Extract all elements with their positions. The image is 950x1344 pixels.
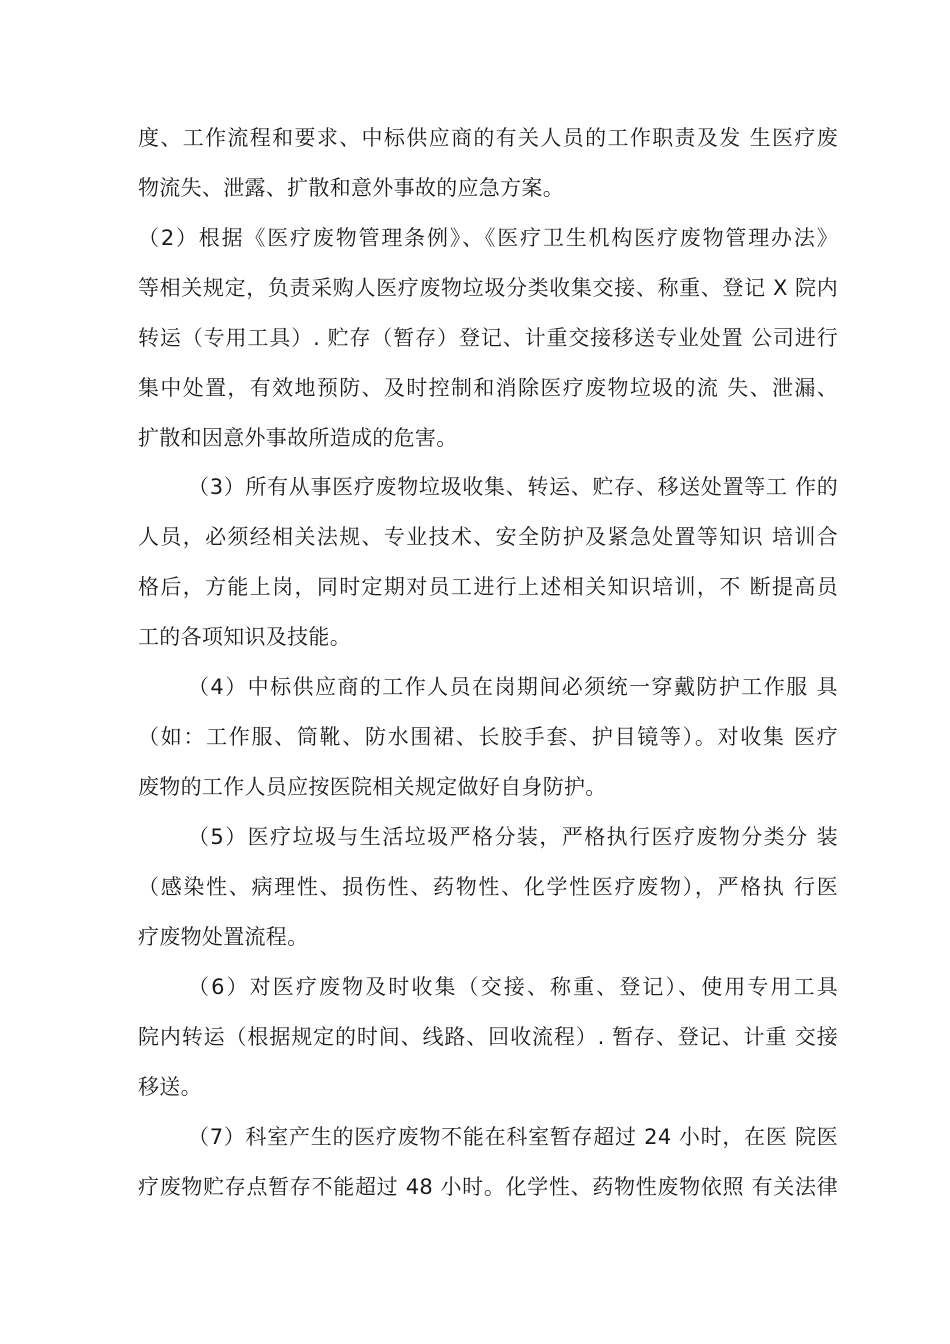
- text-line: 疗废物处置流程。: [138, 925, 309, 949]
- text-line: （如：工作服、筒靴、防水围裙、长胶手套、护目镜等）。对收集 医疗: [138, 725, 838, 749]
- text-line: 转运（专用工具）. 贮存（暂存）登记、计重交接移送专业处置 公司进行: [138, 326, 838, 350]
- text-line: （6）对医疗废物及时收集（交接、称重、登记）、使用专用工具: [188, 975, 838, 999]
- text-line: 工的各项知识及技能。: [138, 625, 351, 649]
- text-line: 格后，方能上岗，同时定期对员工进行上述相关知识培训，不 断提高员: [138, 575, 838, 599]
- text-line: 扩散和因意外事故所造成的危害。: [138, 426, 458, 450]
- text-line: 集中处置，有效地预防、及时控制和消除医疗废物垃圾的流 失、泄漏、: [138, 376, 838, 400]
- text-line: （3）所有从事医疗废物垃圾收集、转运、贮存、移送处置等工 作的: [188, 475, 838, 499]
- text-line: 移送。: [138, 1075, 202, 1099]
- text-line: 物流失、泄露、扩散和意外事故的应急方案。: [138, 176, 564, 200]
- text-line: 度、工作流程和要求、中标供应商的有关人员的工作职责及发 生医疗废: [138, 126, 838, 150]
- text-line: （4）中标供应商的工作人员在岗期间必须统一穿戴防护工作服 具: [188, 675, 838, 699]
- text-line: 疗废物贮存点暂存不能超过 48 小时。化学性、药物性废物依照 有关法律: [138, 1175, 838, 1199]
- text-line: 院内转运（根据规定的时间、线路、回收流程）. 暂存、登记、计重 交接: [138, 1025, 838, 1049]
- text-line: 等相关规定，负责采购人医疗废物垃圾分类收集交接、称重、登记 X 院内: [138, 276, 838, 300]
- text-line: 人员，必须经相关法规、专业技术、安全防护及紧急处置等知识 培训合: [138, 525, 838, 549]
- text-line: 废物的工作人员应按医院相关规定做好自身防护。: [138, 775, 607, 799]
- text-line: （感染性、病理性、损伤性、药物性、化学性医疗废物），严格执 行医: [138, 875, 838, 899]
- text-line: （5）医疗垃圾与生活垃圾严格分装，严格执行医疗废物分类分 装: [188, 825, 838, 849]
- text-line: （2）根据《医疗废物管理条例》、《医疗卫生机构医疗废物管理办法》: [138, 226, 838, 250]
- text-line: （7）科室产生的医疗废物不能在科室暂存超过 24 小时，在医 院医: [188, 1125, 838, 1149]
